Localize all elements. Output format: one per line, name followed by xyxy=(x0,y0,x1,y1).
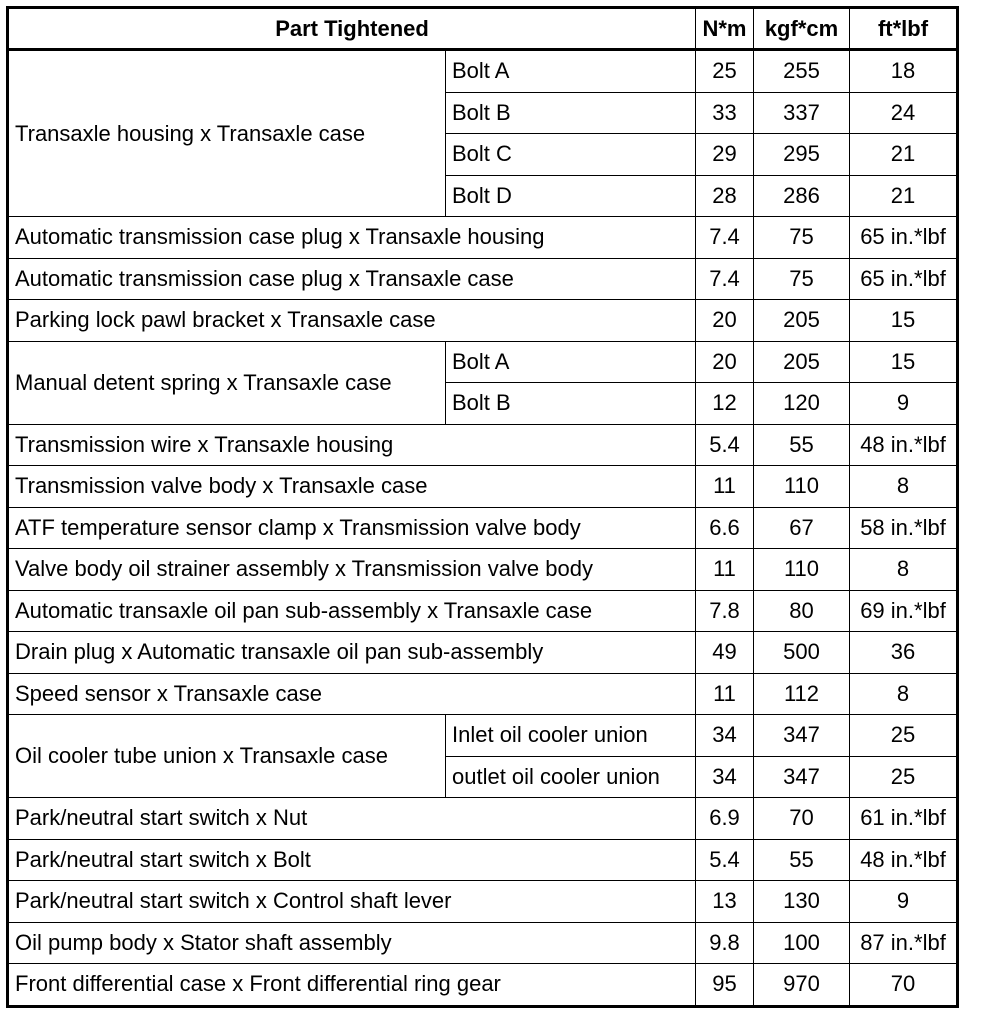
sub-part-cell: Bolt A xyxy=(446,50,696,93)
kgf-cell: 295 xyxy=(754,134,850,176)
sub-part-cell: Bolt D xyxy=(446,175,696,217)
table-row xyxy=(8,549,958,591)
header-part: Part Tightened xyxy=(8,8,696,50)
table-row xyxy=(8,715,958,757)
nm-cell: 5.4 xyxy=(696,839,754,881)
header-nm: N*m xyxy=(696,8,754,50)
part-cell: Manual detent spring x Transaxle case xyxy=(8,341,446,424)
ft-cell: 9 xyxy=(850,383,958,425)
nm-cell: 12 xyxy=(696,383,754,425)
part-cell: Valve body oil strainer assembly x Transmission valve body xyxy=(8,549,696,591)
table-row xyxy=(8,258,958,300)
kgf-cell: 75 xyxy=(754,258,850,300)
table-row xyxy=(8,300,958,342)
nm-cell: 20 xyxy=(696,341,754,383)
table-row xyxy=(8,632,958,674)
ft-cell: 48 in.*lbf xyxy=(850,839,958,881)
kgf-cell: 337 xyxy=(754,92,850,134)
ft-cell: 70 xyxy=(850,964,958,1007)
nm-cell: 6.9 xyxy=(696,798,754,840)
nm-cell: 11 xyxy=(696,673,754,715)
ft-cell: 65 in.*lbf xyxy=(850,217,958,259)
part-cell: Transmission wire x Transaxle housing xyxy=(8,424,696,466)
kgf-cell: 110 xyxy=(754,466,850,508)
part-cell: Oil pump body x Stator shaft assembly xyxy=(8,922,696,964)
kgf-cell: 70 xyxy=(754,798,850,840)
ft-cell: 36 xyxy=(850,632,958,674)
nm-cell: 25 xyxy=(696,50,754,93)
kgf-cell: 205 xyxy=(754,300,850,342)
nm-cell: 13 xyxy=(696,881,754,923)
nm-cell: 7.4 xyxy=(696,258,754,300)
sub-part-cell: Bolt B xyxy=(446,92,696,134)
nm-cell: 9.8 xyxy=(696,922,754,964)
part-cell: Park/neutral start switch x Control shaft lever xyxy=(8,881,696,923)
part-cell: Transmission valve body x Transaxle case xyxy=(8,466,696,508)
ft-cell: 58 in.*lbf xyxy=(850,507,958,549)
ft-cell: 24 xyxy=(850,92,958,134)
kgf-cell: 255 xyxy=(754,50,850,93)
part-cell: Automatic transmission case plug x Transaxle case xyxy=(8,258,696,300)
ft-cell: 48 in.*lbf xyxy=(850,424,958,466)
kgf-cell: 100 xyxy=(754,922,850,964)
table-row xyxy=(8,50,958,93)
part-cell: Automatic transmission case plug x Transaxle housing xyxy=(8,217,696,259)
nm-cell: 6.6 xyxy=(696,507,754,549)
nm-cell: 11 xyxy=(696,549,754,591)
nm-cell: 7.4 xyxy=(696,217,754,259)
ft-cell: 18 xyxy=(850,50,958,93)
nm-cell: 33 xyxy=(696,92,754,134)
kgf-cell: 500 xyxy=(754,632,850,674)
nm-cell: 34 xyxy=(696,756,754,798)
header-row xyxy=(8,8,958,50)
ft-cell: 15 xyxy=(850,341,958,383)
table-row xyxy=(8,507,958,549)
part-cell: Park/neutral start switch x Nut xyxy=(8,798,696,840)
part-cell: Front differential case x Front differential ring gear xyxy=(8,964,696,1007)
ft-cell: 87 in.*lbf xyxy=(850,922,958,964)
kgf-cell: 55 xyxy=(754,839,850,881)
sub-part-cell: Bolt B xyxy=(446,383,696,425)
ft-cell: 25 xyxy=(850,756,958,798)
sub-part-cell: Bolt A xyxy=(446,341,696,383)
kgf-cell: 112 xyxy=(754,673,850,715)
table-row xyxy=(8,217,958,259)
nm-cell: 28 xyxy=(696,175,754,217)
table-row xyxy=(8,839,958,881)
ft-cell: 9 xyxy=(850,881,958,923)
ft-cell: 65 in.*lbf xyxy=(850,258,958,300)
kgf-cell: 120 xyxy=(754,383,850,425)
ft-cell: 61 in.*lbf xyxy=(850,798,958,840)
nm-cell: 20 xyxy=(696,300,754,342)
nm-cell: 29 xyxy=(696,134,754,176)
ft-cell: 8 xyxy=(850,549,958,591)
nm-cell: 34 xyxy=(696,715,754,757)
table-row xyxy=(8,964,958,1007)
header-ft: ft*lbf xyxy=(850,8,958,50)
kgf-cell: 110 xyxy=(754,549,850,591)
nm-cell: 49 xyxy=(696,632,754,674)
torque-spec-table xyxy=(6,6,959,1008)
nm-cell: 95 xyxy=(696,964,754,1007)
table-row xyxy=(8,673,958,715)
sub-part-cell: outlet oil cooler union xyxy=(446,756,696,798)
ft-cell: 69 in.*lbf xyxy=(850,590,958,632)
ft-cell: 25 xyxy=(850,715,958,757)
ft-cell: 21 xyxy=(850,175,958,217)
table-row xyxy=(8,881,958,923)
ft-cell: 8 xyxy=(850,673,958,715)
kgf-cell: 75 xyxy=(754,217,850,259)
kgf-cell: 347 xyxy=(754,756,850,798)
kgf-cell: 970 xyxy=(754,964,850,1007)
part-cell: Automatic transaxle oil pan sub-assembly x Transaxle case xyxy=(8,590,696,632)
part-cell: Drain plug x Automatic transaxle oil pan sub-assembly xyxy=(8,632,696,674)
kgf-cell: 80 xyxy=(754,590,850,632)
kgf-cell: 205 xyxy=(754,341,850,383)
nm-cell: 7.8 xyxy=(696,590,754,632)
part-cell: Transaxle housing x Transaxle case xyxy=(8,50,446,217)
kgf-cell: 55 xyxy=(754,424,850,466)
table-row xyxy=(8,922,958,964)
ft-cell: 8 xyxy=(850,466,958,508)
table-row xyxy=(8,424,958,466)
kgf-cell: 130 xyxy=(754,881,850,923)
header-kgf: kgf*cm xyxy=(754,8,850,50)
sub-part-cell: Bolt C xyxy=(446,134,696,176)
ft-cell: 21 xyxy=(850,134,958,176)
table-row xyxy=(8,798,958,840)
sub-part-cell: Inlet oil cooler union xyxy=(446,715,696,757)
part-cell: Parking lock pawl bracket x Transaxle case xyxy=(8,300,696,342)
kgf-cell: 67 xyxy=(754,507,850,549)
table-row xyxy=(8,590,958,632)
nm-cell: 11 xyxy=(696,466,754,508)
ft-cell: 15 xyxy=(850,300,958,342)
part-cell: Oil cooler tube union x Transaxle case xyxy=(8,715,446,798)
kgf-cell: 286 xyxy=(754,175,850,217)
part-cell: Park/neutral start switch x Bolt xyxy=(8,839,696,881)
part-cell: Speed sensor x Transaxle case xyxy=(8,673,696,715)
kgf-cell: 347 xyxy=(754,715,850,757)
nm-cell: 5.4 xyxy=(696,424,754,466)
part-cell: ATF temperature sensor clamp x Transmission valve body xyxy=(8,507,696,549)
table-row xyxy=(8,466,958,508)
table-row xyxy=(8,341,958,383)
